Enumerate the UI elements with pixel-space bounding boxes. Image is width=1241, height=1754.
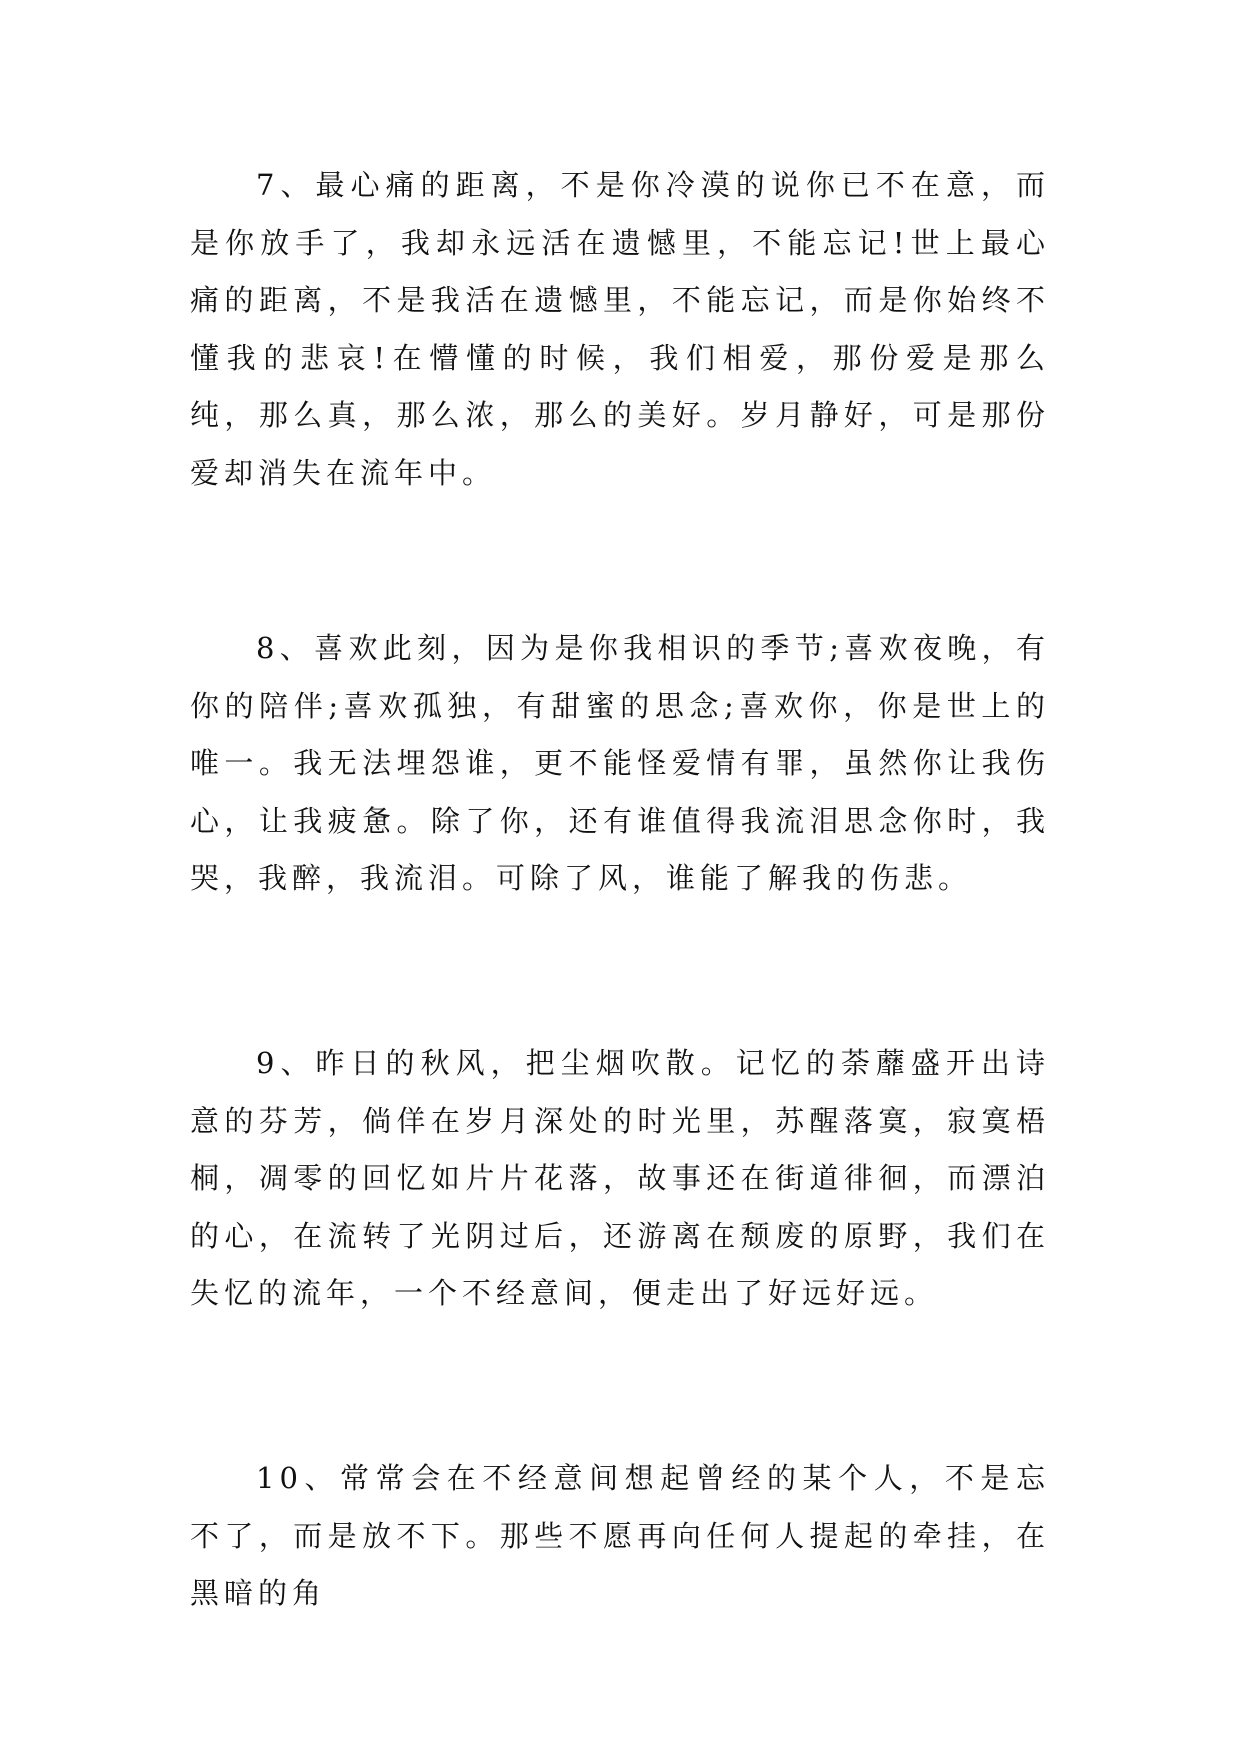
paragraph-7: 7、最心痛的距离，不是你冷漠的说你已不在意，而是你放手了，我却永远活在遗憾里，不能忘记!世上最心痛的距离，不是我活在遗憾里，不能忘记，而是你始终不懂我的悲哀!在懵懂的时候，我们相爱，那份爱是那么纯，那么真，那么浓，那么的美好。岁月静好，可是那份爱却消失在流年中。 — [190, 168, 1050, 490]
paragraph-8: 8、喜欢此刻，因为是你我相识的季节;喜欢夜晚，有你的陪伴;喜欢孤独，有甜蜜的思念;喜欢你，你是世上的唯一。我无法埋怨谁，更不能怪爱情有罪，虽然你让我伤心，让我疲惫。除了你，还有谁值得我流泪思念你时，我哭，我醉，我流泪。可除了风，谁能了解我的伤悲。 — [190, 631, 1050, 895]
paragraph-9: 9、昨日的秋风，把尘烟吹散。记忆的荼蘼盛开出诗意的芬芳，倘佯在岁月深处的时光里，苏醒落寞，寂寞梧桐，凋零的回忆如片片花落，故事还在街道徘徊，而漂泊的心，在流转了光阴过后，还游离在颓废的原野，我们在失忆的流年，一个不经意间，便走出了好远好远。 — [190, 1046, 1050, 1310]
paragraph-10: 10、常常会在不经意间想起曾经的某个人，不是忘不了，而是放不下。那些不愿再向任何人提起的牵挂，在黑暗的角 — [190, 1461, 1050, 1610]
